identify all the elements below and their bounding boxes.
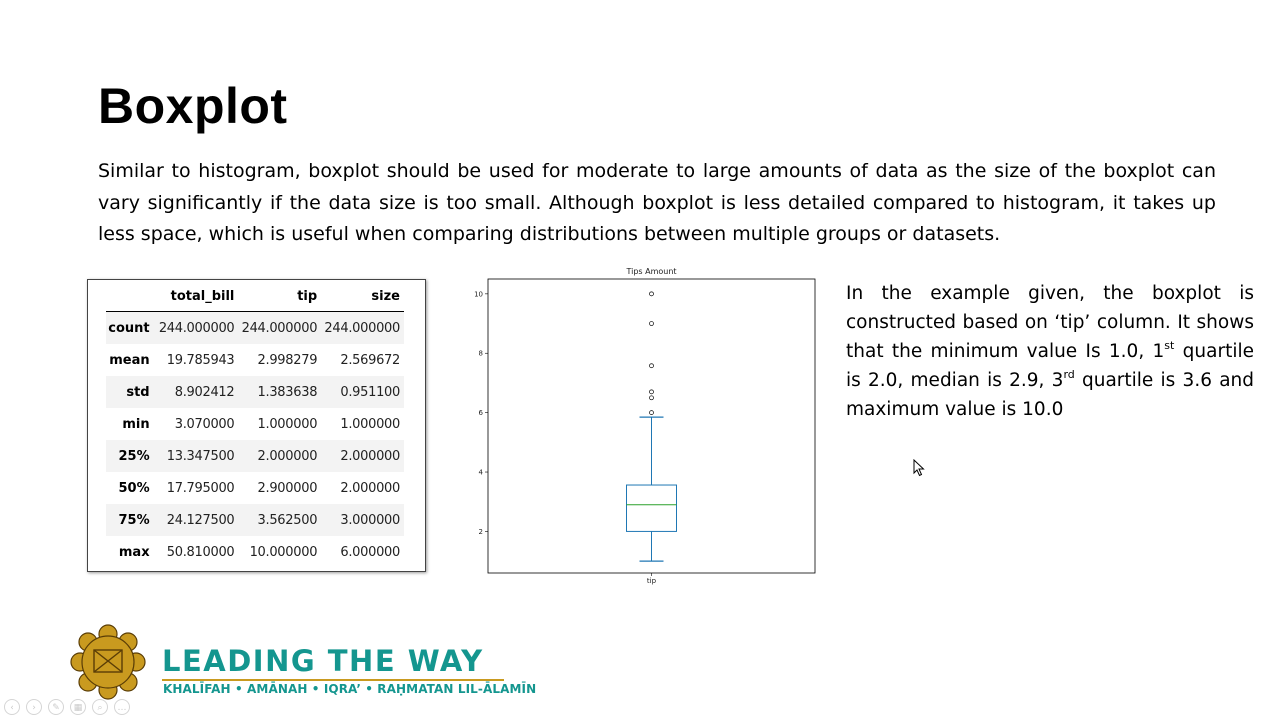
- cell-size: 2.000000: [340, 480, 400, 496]
- outlier-point: [650, 390, 654, 394]
- cell-size: 2.569672: [340, 352, 400, 368]
- row-label: min: [122, 416, 150, 432]
- more-options-icon[interactable]: …: [114, 699, 130, 715]
- intro-paragraph: Similar to histogram, boxplot should be used for moderate to large amounts of data as the size of the boxplot can vary significantly if the data size is too small. Although boxplot is less detailed compared to histogram, it takes up less space, which is useful when comparing distributions between multiple groups or datasets.: [98, 160, 1216, 245]
- boxplot-chart: [470, 262, 830, 592]
- row-label: 25%: [118, 448, 150, 464]
- chart-title: Tips Amount: [626, 267, 677, 276]
- outlier-point: [650, 411, 654, 415]
- y-tick-label: 2: [478, 527, 483, 536]
- explanation-paragraph: [846, 279, 1254, 424]
- table-header-total-bill: total_bill: [152, 282, 235, 312]
- explanation-text-2: quartile is 2.0, median is 2.9, 3: [846, 341, 1254, 391]
- cell-tip: 2.000000: [257, 448, 318, 464]
- cell-size: 3.000000: [340, 512, 400, 528]
- cell-total-bill: 19.785943: [166, 352, 235, 368]
- mouse-pointer-icon: [913, 459, 925, 481]
- y-tick-label: 10: [474, 290, 483, 299]
- cell-tip: 1.383638: [257, 384, 318, 400]
- slideshow-toolbar[interactable]: [4, 699, 130, 715]
- cell-total-bill: 244.000000: [158, 320, 235, 336]
- zoom-icon[interactable]: ⌕: [92, 699, 108, 715]
- y-tick-label: 6: [478, 409, 483, 418]
- logo-divider: [162, 679, 504, 681]
- x-tick-label: tip: [646, 577, 657, 585]
- explanation-text-3: quartile is 3.6 and maximum value is 10.0: [846, 370, 1254, 420]
- describe-table-image: [87, 279, 426, 572]
- row-label: max: [118, 544, 150, 560]
- previous-slide-icon[interactable]: ‹: [4, 699, 20, 715]
- outlier-point: [650, 364, 654, 368]
- explanation-sup-2: rd: [1063, 367, 1075, 381]
- cell-total-bill: 24.127500: [166, 512, 235, 528]
- slides-grid-icon[interactable]: ▦: [70, 699, 86, 715]
- table-row: [106, 376, 404, 408]
- cell-total-bill: 13.347500: [166, 448, 235, 464]
- row-label: mean: [109, 352, 150, 368]
- cell-size: 0.951100: [340, 384, 400, 400]
- cell-size: 1.000000: [340, 416, 400, 432]
- next-slide-icon[interactable]: ›: [26, 699, 42, 715]
- table-row: [106, 472, 404, 504]
- table-row: [106, 440, 404, 472]
- cell-tip: 2.998279: [257, 352, 318, 368]
- cell-tip: 3.562500: [257, 512, 318, 528]
- table-row: [106, 408, 404, 440]
- y-tick-label: 8: [478, 349, 483, 358]
- boxplot-svg: [470, 262, 830, 592]
- table-header-index: [106, 282, 152, 312]
- iqr-box: [627, 485, 677, 531]
- cell-total-bill: 17.795000: [166, 480, 235, 496]
- cell-tip: 2.900000: [257, 480, 318, 496]
- cell-tip: 244.000000: [241, 320, 318, 336]
- explanation-sup-1: st: [1164, 338, 1175, 352]
- row-label: count: [108, 320, 150, 336]
- explanation-text-1: In the example given, the boxplot is constructed based on ‘tip’ column. It shows that the minimum value Is 1.0, 1: [846, 283, 1254, 362]
- cell-tip: 1.000000: [257, 416, 318, 432]
- cell-total-bill: 50.810000: [166, 544, 235, 560]
- describe-table: [106, 282, 404, 568]
- row-label: 50%: [118, 480, 150, 496]
- cell-tip: 10.000000: [249, 544, 318, 560]
- table-row: [106, 344, 404, 376]
- university-emblem-icon: [68, 622, 148, 706]
- cell-size: 2.000000: [340, 448, 400, 464]
- outlier-point: [650, 292, 654, 296]
- table-header-tip: tip: [234, 282, 317, 312]
- cell-size: 6.000000: [340, 544, 400, 560]
- table-row: [106, 536, 404, 568]
- table-header-row: [106, 282, 404, 312]
- logo-slogan: LEADING THE WAY: [162, 644, 484, 678]
- outlier-point: [650, 396, 654, 400]
- table-header-size: size: [317, 282, 404, 312]
- slide-title: Boxplot: [98, 78, 288, 134]
- pen-icon[interactable]: ✎: [48, 699, 64, 715]
- table-row: [106, 504, 404, 536]
- logo-values: KHALĪFAH • AMĀNAH • IQRA’ • RAḤMATAN LIL-ĀLAMĪN: [163, 682, 537, 696]
- outlier-point: [650, 322, 654, 326]
- table-row: [106, 312, 404, 345]
- y-tick-label: 4: [478, 468, 483, 477]
- cell-size: 244.000000: [324, 320, 400, 336]
- cell-total-bill: 3.070000: [174, 416, 235, 432]
- cell-total-bill: 8.902412: [174, 384, 235, 400]
- row-label: std: [126, 384, 150, 400]
- row-label: 75%: [118, 512, 150, 528]
